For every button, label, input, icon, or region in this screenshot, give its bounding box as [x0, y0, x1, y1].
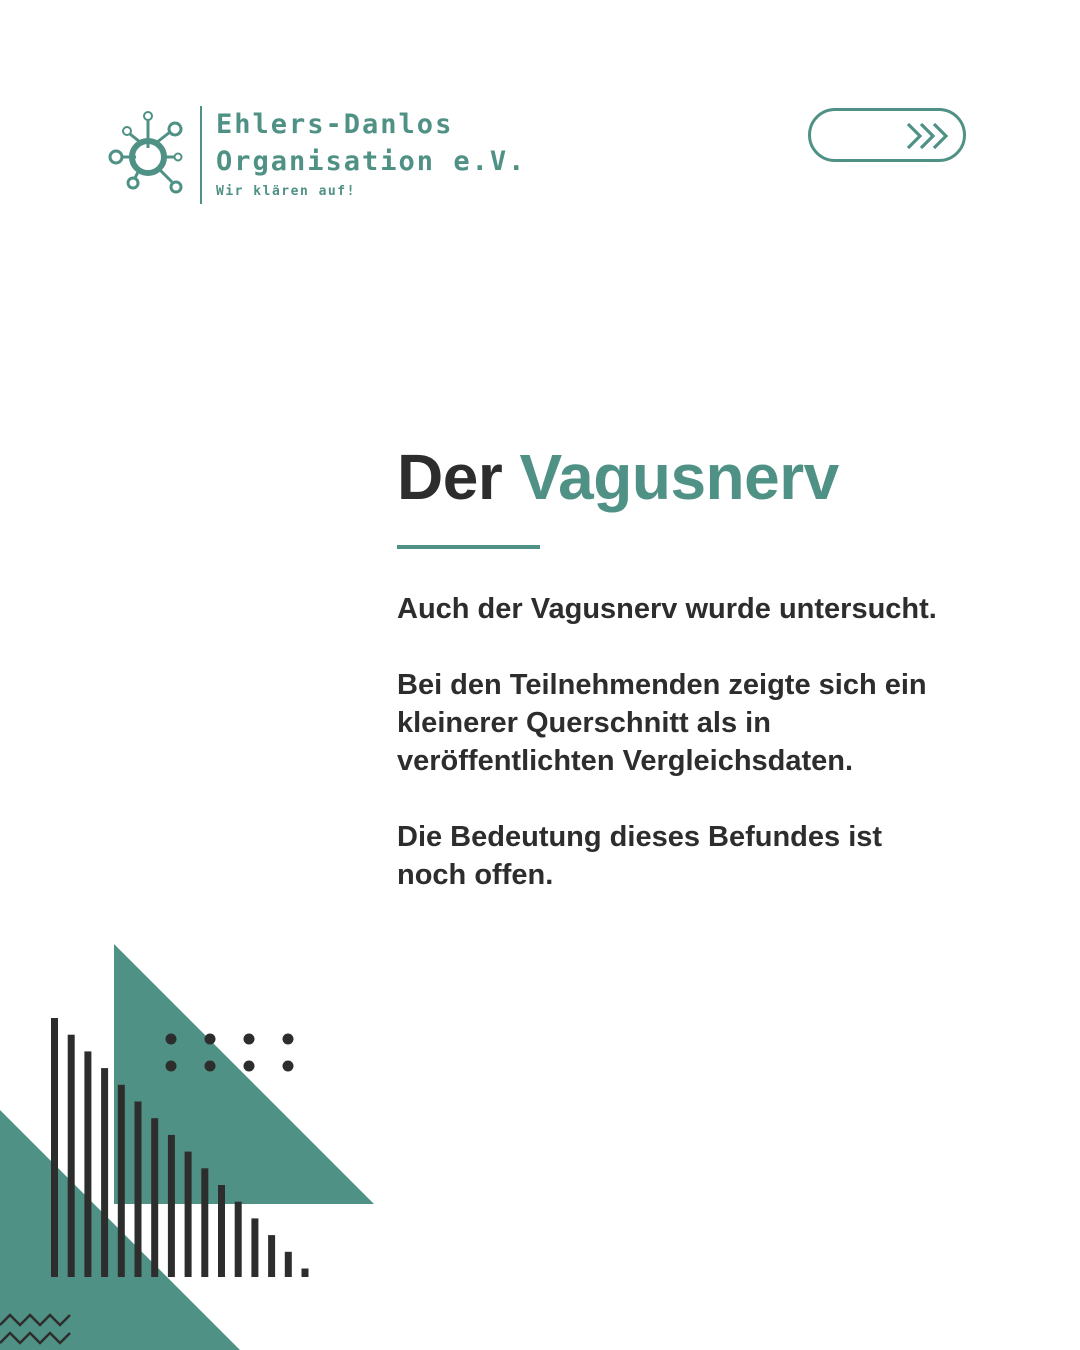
stripe [302, 1269, 309, 1278]
stripe [218, 1185, 225, 1277]
triple-chevron-right-icon [905, 122, 951, 150]
stripe [101, 1068, 108, 1277]
body-text [397, 590, 957, 932]
dot [166, 1034, 177, 1045]
stripe [285, 1252, 292, 1277]
dot [205, 1034, 216, 1045]
dot [244, 1034, 255, 1045]
title-underline [397, 545, 540, 549]
dot [166, 1061, 177, 1072]
next-slide-button[interactable] [808, 108, 966, 162]
logo-divider [200, 106, 202, 204]
stripe [201, 1168, 208, 1277]
stripe [135, 1102, 142, 1278]
paragraph-3: Die Bedeutung dieses Befundes ist noch offen. [397, 821, 883, 891]
stripe [84, 1051, 91, 1277]
brand-logo [108, 106, 526, 204]
stripe [185, 1152, 192, 1277]
paragraph-1: Auch der Vagusnerv wurde untersucht. [397, 593, 937, 625]
brand-tagline: Wir klären auf! [216, 184, 356, 199]
brand-text [216, 106, 526, 199]
dot [283, 1034, 294, 1045]
decorative-graphic [0, 930, 380, 1350]
page-title [397, 440, 839, 514]
title-prefix: Der [397, 441, 503, 513]
dot [283, 1061, 294, 1072]
stripe [151, 1118, 158, 1277]
paragraph-2: Bei den Teilnehmenden zeigte sich ein kleinerer Querschnitt als in veröffentlichten Vergleichsdaten. [397, 669, 927, 777]
stripe [168, 1135, 175, 1277]
molecule-icon [108, 108, 190, 198]
dot [205, 1061, 216, 1072]
stripe [68, 1035, 75, 1277]
stripe [251, 1218, 258, 1277]
stripe [118, 1085, 125, 1277]
stripe [268, 1235, 275, 1277]
brand-name-line1: Ehlers-Danlos [216, 109, 454, 140]
dot [244, 1061, 255, 1072]
stripe [235, 1202, 242, 1277]
brand-name-line2: Organisation e.V. [216, 146, 527, 177]
stripe [51, 1018, 58, 1277]
title-accent: Vagusnerv [519, 441, 839, 513]
